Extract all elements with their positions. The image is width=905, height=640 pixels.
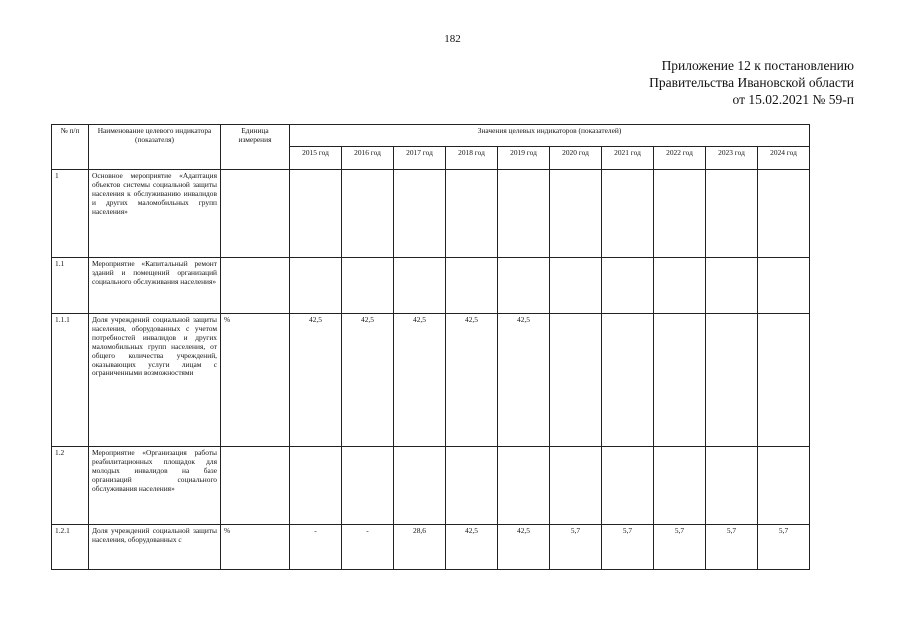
value-cell bbox=[498, 447, 550, 525]
value-cell: 42,5 bbox=[342, 314, 394, 447]
value-cell bbox=[290, 170, 342, 258]
value-cell: 42,5 bbox=[290, 314, 342, 447]
value-cell bbox=[706, 258, 758, 314]
value-cell bbox=[342, 258, 394, 314]
value-cell: 5,7 bbox=[602, 525, 654, 570]
appendix-line-3: от 15.02.2021 № 59-п bbox=[732, 92, 854, 107]
row-num: 1.2.1 bbox=[52, 525, 89, 570]
value-cell: 28,6 bbox=[394, 525, 446, 570]
header-year: 2020 год bbox=[550, 147, 602, 170]
value-cell bbox=[758, 447, 810, 525]
header-year: 2015 год bbox=[290, 147, 342, 170]
row-unit bbox=[221, 170, 290, 258]
row-name: Мероприятие «Капитальный ремонт зданий и помещений организаций социального обслуживания населения» bbox=[89, 258, 221, 314]
value-cell: 5,7 bbox=[758, 525, 810, 570]
header-num: № п/п bbox=[52, 125, 89, 170]
value-cell bbox=[394, 447, 446, 525]
row-unit bbox=[221, 447, 290, 525]
appendix-line-2: Правительства Ивановской области bbox=[649, 75, 854, 90]
value-cell: - bbox=[290, 525, 342, 570]
header-year: 2017 год bbox=[394, 147, 446, 170]
header-year: 2023 год bbox=[706, 147, 758, 170]
value-cell bbox=[550, 170, 602, 258]
value-cell bbox=[394, 170, 446, 258]
value-cell bbox=[550, 258, 602, 314]
value-cell bbox=[706, 314, 758, 447]
value-cell bbox=[654, 170, 706, 258]
value-cell bbox=[446, 447, 498, 525]
row-unit bbox=[221, 258, 290, 314]
table-row bbox=[52, 314, 810, 447]
row-unit: % bbox=[221, 525, 290, 570]
value-cell bbox=[342, 447, 394, 525]
value-cell: 5,7 bbox=[550, 525, 602, 570]
value-cell bbox=[654, 314, 706, 447]
value-cell: 5,7 bbox=[706, 525, 758, 570]
value-cell: 42,5 bbox=[394, 314, 446, 447]
value-cell: 42,5 bbox=[498, 314, 550, 447]
value-cell bbox=[446, 170, 498, 258]
value-cell bbox=[654, 258, 706, 314]
value-cell bbox=[446, 258, 498, 314]
value-cell: - bbox=[342, 525, 394, 570]
row-num: 1.1.1 bbox=[52, 314, 89, 447]
value-cell: 5,7 bbox=[654, 525, 706, 570]
value-cell bbox=[706, 447, 758, 525]
value-cell: 42,5 bbox=[498, 525, 550, 570]
row-num: 1.1 bbox=[52, 258, 89, 314]
appendix-reference bbox=[649, 57, 854, 108]
header-year: 2022 год bbox=[654, 147, 706, 170]
value-cell bbox=[654, 447, 706, 525]
value-cell bbox=[394, 258, 446, 314]
value-cell: 42,5 bbox=[446, 314, 498, 447]
header-values-group: Значения целевых индикаторов (показателей) bbox=[290, 125, 810, 147]
value-cell bbox=[602, 314, 654, 447]
row-name: Мероприятие «Организация работы реабилитационных площадок для молодых инвалидов на базе организаций социального обслуживания населения» bbox=[89, 447, 221, 525]
row-num: 1 bbox=[52, 170, 89, 258]
value-cell bbox=[550, 314, 602, 447]
row-num: 1.2 bbox=[52, 447, 89, 525]
value-cell bbox=[342, 170, 394, 258]
page-number: 182 bbox=[444, 33, 461, 45]
value-cell bbox=[602, 170, 654, 258]
indicators-table bbox=[51, 124, 810, 570]
table-row bbox=[52, 170, 810, 258]
value-cell bbox=[602, 258, 654, 314]
row-name: Основное мероприятие «Адаптация объектов системы социальной защиты населения к обслуживанию инвалидов и других маломобильных групп населения» bbox=[89, 170, 221, 258]
value-cell bbox=[602, 447, 654, 525]
table-row bbox=[52, 258, 810, 314]
header-year: 2018 год bbox=[446, 147, 498, 170]
value-cell bbox=[758, 258, 810, 314]
header-unit: Единица измерения bbox=[221, 125, 290, 170]
header-year: 2021 год bbox=[602, 147, 654, 170]
value-cell: 42,5 bbox=[446, 525, 498, 570]
header-year: 2016 год bbox=[342, 147, 394, 170]
value-cell bbox=[290, 258, 342, 314]
value-cell bbox=[498, 258, 550, 314]
row-name: Доля учреждений социальной защиты населения, оборудованных с учетом потребностей инвалидов и других маломобильных групп населения, от общего количества учреждений, оказывающих услуги лицам с ограниченными возможностями bbox=[89, 314, 221, 447]
header-year: 2019 год bbox=[498, 147, 550, 170]
value-cell bbox=[550, 447, 602, 525]
table-row bbox=[52, 447, 810, 525]
header-name: Наименование целевого индикатора (показателя) bbox=[89, 125, 221, 170]
row-name: Доля учреждений социальной защиты населения, оборудованных с bbox=[89, 525, 221, 570]
value-cell bbox=[498, 170, 550, 258]
table-row bbox=[52, 525, 810, 570]
value-cell bbox=[290, 447, 342, 525]
value-cell bbox=[758, 314, 810, 447]
header-year: 2024 год bbox=[758, 147, 810, 170]
value-cell bbox=[706, 170, 758, 258]
appendix-line-1: Приложение 12 к постановлению bbox=[661, 58, 854, 73]
value-cell bbox=[758, 170, 810, 258]
row-unit: % bbox=[221, 314, 290, 447]
